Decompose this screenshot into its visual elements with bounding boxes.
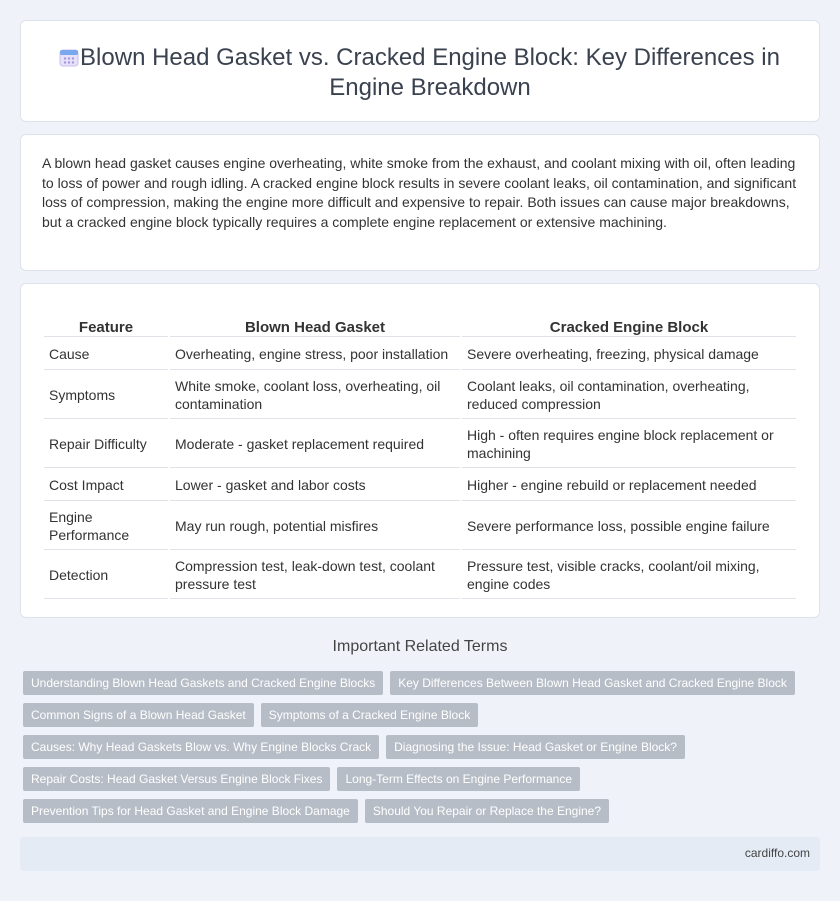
footer	[20, 837, 820, 871]
row-block-value: Higher - engine rebuild or replacement needed	[462, 470, 796, 501]
related-term-tag[interactable]: Should You Repair or Replace the Engine?	[365, 799, 609, 823]
summary-text: A blown head gasket causes engine overheating, white smoke from the exhaust, and coolant mixing with oil, often leading to loss of power and rough idling. A cracked engine block results in severe coolant leaks, oil contamination, and significant loss of compression, making the engine more difficult and expensive to repair. Both issues can cause major breakdowns, but a cracked engine block typically requires a complete engine replacement or extensive machining.	[42, 155, 797, 230]
row-feature: Symptoms	[44, 372, 168, 419]
related-term-tag[interactable]: Diagnosing the Issue: Head Gasket or Engine Block?	[386, 735, 685, 759]
header-blown-head-gasket: Blown Head Gasket	[170, 317, 460, 337]
related-terms-title: Important Related Terms	[332, 638, 508, 655]
comparison-card	[20, 283, 820, 618]
related-term-tag[interactable]: Common Signs of a Blown Head Gasket	[23, 703, 254, 727]
row-block-value: Severe performance loss, possible engine failure	[462, 503, 796, 550]
related-term-tag[interactable]: Prevention Tips for Head Gasket and Engine Block Damage	[23, 799, 358, 823]
row-gasket-value: Lower - gasket and labor costs	[170, 470, 460, 501]
row-feature: Detection	[44, 552, 168, 599]
row-block-value: Coolant leaks, oil contamination, overheating, reduced compression	[462, 372, 796, 419]
row-gasket-value: Overheating, engine stress, poor installation	[170, 339, 460, 370]
row-block-value: High - often requires engine block replacement or machining	[462, 421, 796, 468]
comparison-table	[42, 315, 798, 601]
footer-site-link[interactable]: cardiffo.com	[744, 846, 810, 860]
related-term-tag[interactable]: Causes: Why Head Gaskets Blow vs. Why Engine Blocks Crack	[23, 735, 379, 759]
table-row	[44, 552, 796, 599]
related-term-tag[interactable]: Long-Term Effects on Engine Performance	[337, 767, 580, 791]
related-term-tag[interactable]: Symptoms of a Cracked Engine Block	[261, 703, 478, 727]
row-feature: Engine Performance	[44, 503, 168, 550]
page-title: Blown Head Gasket vs. Cracked Engine Block: Key Differences in Engine Breakdown	[80, 44, 780, 101]
row-gasket-value: White smoke, coolant loss, overheating, oil contamination	[170, 372, 460, 419]
related-term-tag[interactable]: Repair Costs: Head Gasket Versus Engine Block Fixes	[23, 767, 330, 791]
table-row	[44, 503, 796, 550]
header-cracked-engine-block: Cracked Engine Block	[462, 317, 796, 337]
row-feature: Cost Impact	[44, 470, 168, 501]
row-feature: Cause	[44, 339, 168, 370]
title-card	[20, 20, 820, 122]
table-row	[44, 421, 796, 468]
row-gasket-value: Moderate - gasket replacement required	[170, 421, 460, 468]
table-row	[44, 470, 796, 501]
table-row	[44, 372, 796, 419]
row-block-value: Severe overheating, freezing, physical damage	[462, 339, 796, 370]
row-gasket-value: May run rough, potential misfires	[170, 503, 460, 550]
row-gasket-value: Compression test, leak-down test, coolant pressure test	[170, 552, 460, 599]
table-row	[44, 339, 796, 370]
related-term-tag[interactable]: Understanding Blown Head Gaskets and Cracked Engine Blocks	[23, 671, 383, 695]
table-header-row	[44, 317, 796, 337]
summary-card	[20, 134, 820, 271]
related-term-tag[interactable]: Key Differences Between Blown Head Gasket and Cracked Engine Block	[390, 671, 795, 695]
related-terms-tags	[23, 671, 803, 831]
header-feature: Feature	[44, 317, 168, 337]
row-block-value: Pressure test, visible cracks, coolant/oil mixing, engine codes	[462, 552, 796, 599]
row-feature: Repair Difficulty	[44, 421, 168, 468]
